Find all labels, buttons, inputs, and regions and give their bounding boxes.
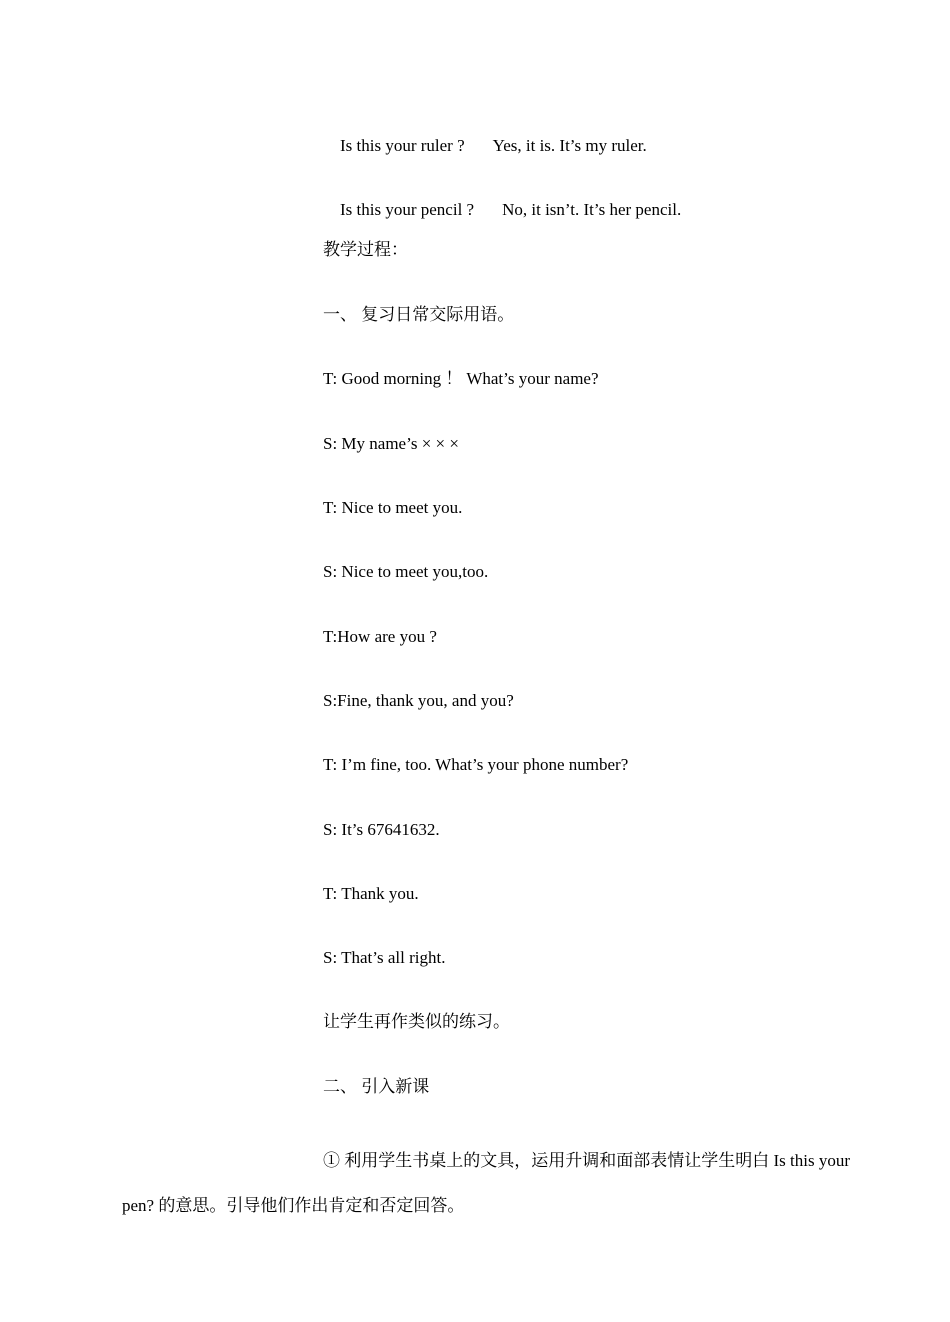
instruction-paragraph: ① 利用学生书桌上的文具，运用升调和面部表情让学生明白 Is this your pen? 的意思。引导他们作出肯定和否定回答。	[122, 1151, 850, 1215]
dialogue-line: T:How are you ?	[323, 627, 437, 646]
section-heading-review: 一、 复习日常交际用语。	[323, 305, 515, 324]
dialogue-line: S:Fine, thank you, and you?	[323, 691, 514, 710]
section-heading-teaching-process: 教学过程：	[323, 240, 408, 259]
answer-text: Yes, it is. It’s my ruler.	[492, 136, 647, 155]
instruction-text: 让学生再作类似的练习。	[323, 1012, 510, 1031]
dialogue-line: T: I’m fine, too. What’s your phone number?	[323, 755, 629, 774]
dialogue-line: S: My name’s × × ×	[323, 434, 459, 453]
dialogue-line: S: Nice to meet you,too.	[323, 562, 489, 581]
dialogue-line: S: It’s 67641632.	[323, 820, 440, 839]
dialogue-line: T: Nice to meet you.	[323, 498, 463, 517]
dialogue-line: T: Good morning ！ What’s your name?	[323, 369, 599, 388]
dialogue-line: S: That’s all right.	[323, 948, 446, 967]
section-heading-new-lesson: 二、 引入新课	[323, 1077, 430, 1096]
dialogue-line-pencil	[323, 174, 681, 246]
dialogue-line: T: Thank you.	[323, 884, 419, 903]
answer-text: No, it isn’t. It’s her pencil.	[502, 200, 682, 219]
dialogue-line-ruler	[323, 110, 647, 182]
question-text: Is this your pencil ?	[340, 200, 475, 219]
question-text: Is this your ruler ?	[340, 136, 465, 155]
